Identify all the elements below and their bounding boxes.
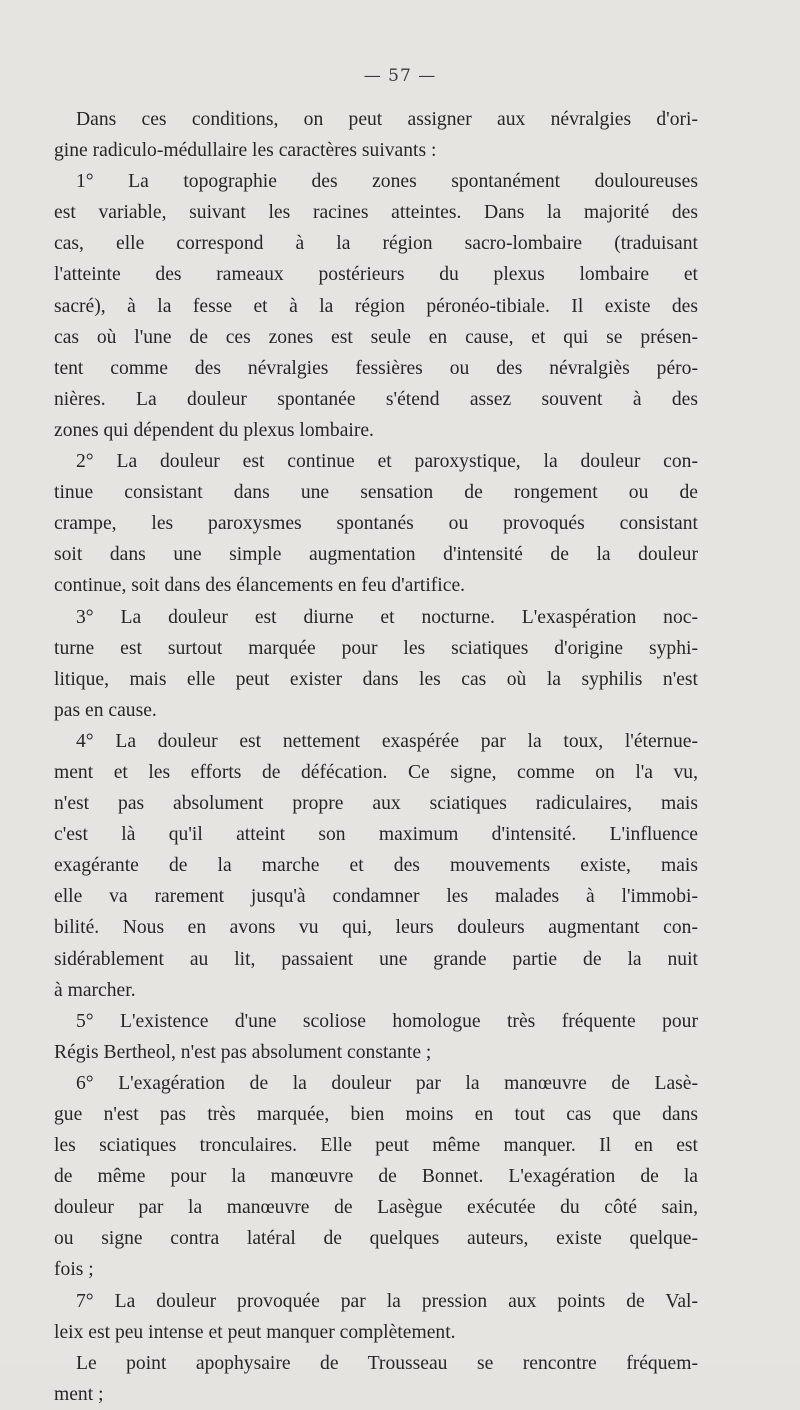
text-line: 2° La douleur est continue et paroxystique, la douleur con- — [76, 451, 698, 473]
text-line: gine radiculo-médullaire les caractères suivants : — [54, 140, 437, 162]
paragraph-point-3 — [54, 602, 698, 726]
text-line: zones qui dépendent du plexus lombaire. — [54, 419, 374, 441]
paragraph-trousseau — [54, 1348, 698, 1410]
text-line: 3° La douleur est diurne et nocturne. L'exaspération noc- — [76, 606, 698, 628]
text-line: gue n'est pas très marquée, bien moins en tout cas que dans — [54, 1104, 698, 1125]
text-line: nières. La douleur spontanée s'étend assez souvent à des — [54, 388, 698, 410]
text-line: tent comme des névralgies fessières ou des névralgiès péro- — [54, 357, 698, 379]
text-line: pas en cause. — [54, 699, 157, 721]
text-line: Régis Bertheol, n'est pas absolument constante ; — [54, 1041, 432, 1063]
page-number: — 57 — — [363, 66, 437, 86]
text-line: sidérablement au lit, passaient une grande partie de la nuit — [54, 948, 698, 970]
text-line: elle va rarement jusqu'à condamner les malades à l'immobi- — [54, 886, 698, 908]
text-line: Le point apophysaire de Trousseau se rencontre fréquem- — [76, 1352, 698, 1374]
text-line: leix est peu intense et peut manquer complètement. — [54, 1321, 456, 1343]
text-line: continue, soit dans des élancements en feu d'artifice. — [54, 575, 466, 597]
text-line: à marcher. — [54, 979, 136, 1001]
text-line: est variable, suivant les racines atteintes. Dans la majorité des — [54, 202, 698, 224]
text-line: sacré), à la fesse et à la région péronéo-tibiale. Il existe des — [54, 295, 698, 317]
paragraph-intro — [54, 104, 698, 166]
text-line: l'atteinte des rameaux postérieurs du plexus lombaire et — [54, 264, 698, 286]
text-line: bilité. Nous en avons vu qui, leurs douleurs augmentant con- — [54, 917, 698, 939]
text-line: c'est là qu'il atteint son maximum d'intensité. L'influence — [54, 824, 698, 846]
text-line: douleur par la manœuvre de Lasègue exécutée du côté sain, — [54, 1197, 698, 1219]
paragraph-point-7 — [54, 1286, 698, 1348]
text-line: crampe, les paroxysmes spontanés ou provoqués consistant — [54, 513, 698, 535]
text-line: ment ; — [54, 1383, 104, 1405]
text-line: cas, elle correspond à la région sacro-lombaire (traduisant — [54, 233, 698, 255]
text-line: 4° La douleur est nettement exaspérée par la toux, l'éternue- — [76, 730, 698, 752]
paragraph-point-1 — [54, 166, 698, 446]
text-line: exagérante de la marche et des mouvements existe, mais — [54, 855, 698, 877]
text-line: fois ; — [54, 1259, 94, 1281]
text-line: ment et les efforts de défécation. Ce signe, comme on l'a vu, — [54, 761, 698, 783]
text-line: les sciatiques tronculaires. Elle peut même manquer. Il en est — [54, 1135, 698, 1157]
text-line: litique, mais elle peut exister dans les cas où la syphilis n'est — [54, 668, 698, 690]
text-line: 5° L'existence d'une scoliose homologue très fréquente pour — [76, 1010, 698, 1032]
text-line: soit dans une simple augmentation d'intensité de la douleur — [54, 544, 698, 566]
text-line: de même pour la manœuvre de Bonnet. L'exagération de la — [54, 1166, 698, 1188]
text-line: 6° L'exagération de la douleur par la manœuvre de Lasè- — [76, 1072, 698, 1094]
paragraph-point-2 — [54, 446, 698, 601]
body-text — [54, 104, 698, 1410]
text-line: ou signe contra latéral de quelques auteurs, existe quelque- — [54, 1228, 698, 1250]
text-line: Dans ces conditions, on peut assigner aux névralgies d'ori- — [76, 109, 698, 130]
text-line: turne est surtout marquée pour les sciatiques d'origine syphi- — [54, 637, 698, 659]
text-line: 7° La douleur provoquée par la pression aux points de Val- — [76, 1290, 698, 1312]
text-line: n'est pas absolument propre aux sciatiques radiculaires, mais — [54, 793, 698, 815]
text-line: tinue consistant dans une sensation de rongement ou de — [54, 482, 698, 504]
paragraph-point-5 — [54, 1006, 698, 1068]
paragraph-point-4 — [54, 726, 698, 1006]
paragraph-point-6 — [54, 1068, 698, 1286]
text-line: 1° La topographie des zones spontanément douloureuses — [76, 171, 698, 193]
text-line: cas où l'une de ces zones est seule en cause, et qui se présen- — [54, 326, 698, 348]
